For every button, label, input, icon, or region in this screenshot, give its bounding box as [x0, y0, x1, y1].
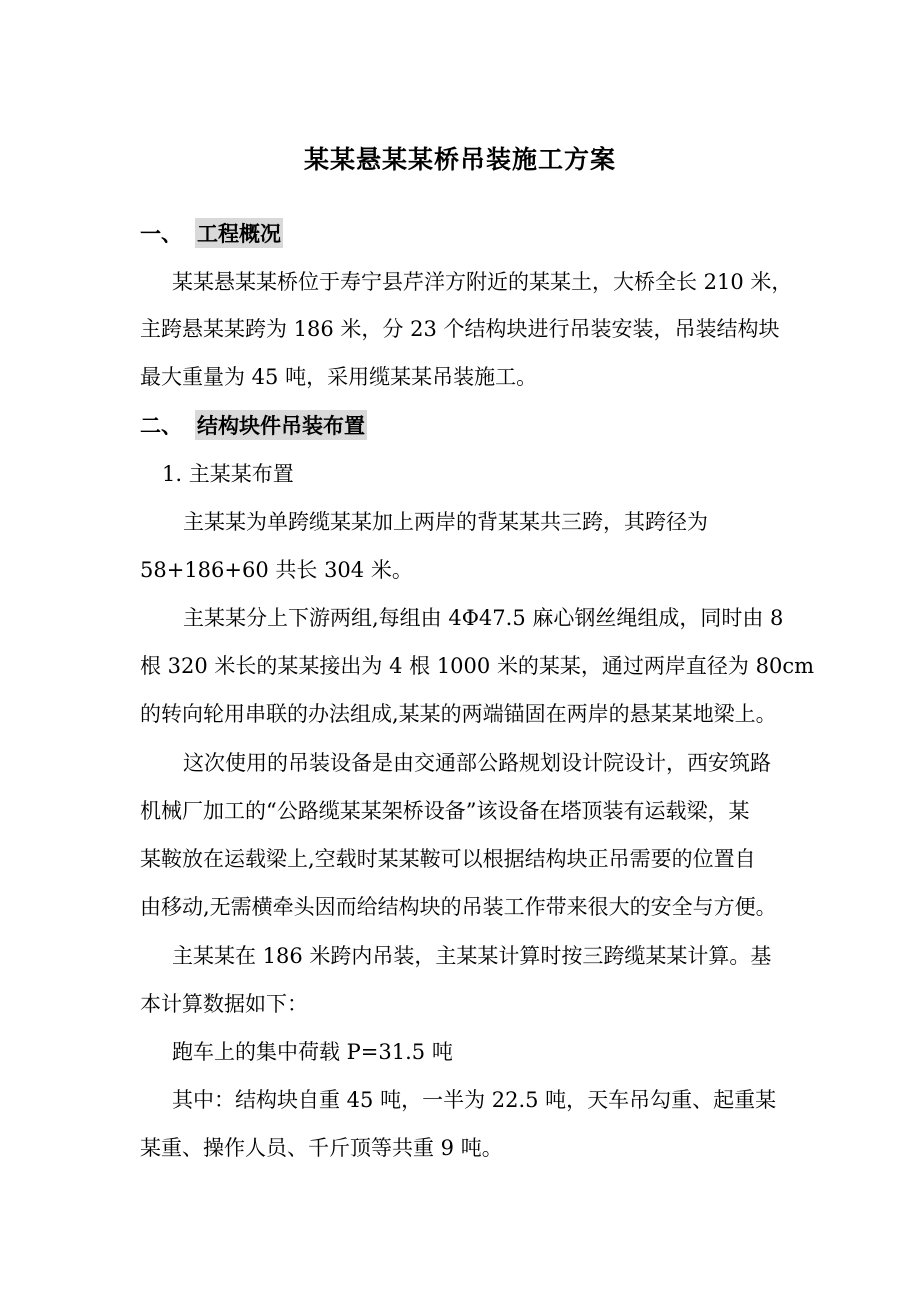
paragraph-line: 主某某为单跨缆某某加上两岸的背某某共三跨，其跨径为 — [183, 510, 708, 534]
paragraph-line: 最大重量为 45 吨，采用缆某某吊装施工。 — [140, 365, 538, 389]
section-heading-1 — [140, 218, 281, 248]
paragraph-line: 某鞍放在运载梁上,空载时某某鞍可以根据结构块正吊需要的位置自 — [140, 847, 756, 871]
section-number: 一、 — [140, 221, 182, 246]
paragraph-line: 某某悬某某桥位于寿宁县芹洋方附近的某某土，大桥全长 210 米， — [172, 270, 793, 294]
paragraph-line: 某重、操作人员、千斤顶等共重 9 吨。 — [140, 1136, 503, 1160]
section-heading-2 — [140, 410, 365, 440]
paragraph-line: 58+186+60 共长 304 米。 — [140, 558, 413, 582]
document-title: 某某悬某某桥吊装施工方案 — [303, 145, 616, 174]
paragraph-line: 其中：结构块自重 45 吨，一半为 22.5 吨，天车吊勾重、起重某 — [172, 1088, 777, 1112]
section-number: 二、 — [140, 413, 182, 438]
subsection-heading: 1. 主某某布置 — [162, 462, 294, 486]
paragraph-line: 机械厂加工的“公路缆某某架桥设备”该设备在塔顶装有运载梁，某 — [140, 799, 750, 823]
paragraph-line: 的转向轮用串联的办法组成,某某的两端锚固在两岸的悬某某地梁上。 — [140, 702, 777, 726]
paragraph-line: 根 320 米长的某某接出为 4 根 1000 米的某某，通过两岸直径为 80cm — [140, 654, 815, 678]
paragraph-line: 这次使用的吊装设备是由交通部公路规划设计院设计，西安筑路 — [183, 751, 771, 775]
paragraph-line: 跑车上的集中荷载 P=31.5 吨 — [172, 1040, 453, 1064]
paragraph-line: 主跨悬某某跨为 186 米，分 23 个结构块进行吊装安装，吊装结构块 — [140, 317, 780, 341]
paragraph-line: 本计算数据如下： — [140, 992, 308, 1016]
paragraph-line: 主某某在 186 米跨内吊装，主某某计算时按三跨缆某某计算。基 — [172, 944, 772, 968]
paragraph-line: 由移动,无需横牵头因而给结构块的吊装工作带来很大的安全与方便。 — [140, 895, 777, 919]
paragraph-line: 主某某分上下游两组,每组由 4Φ47.5 麻心钢丝绳组成，同时由 8 — [183, 606, 784, 630]
section-title: 结构块件吊装布置 — [195, 410, 367, 440]
section-title: 工程概况 — [195, 218, 283, 248]
